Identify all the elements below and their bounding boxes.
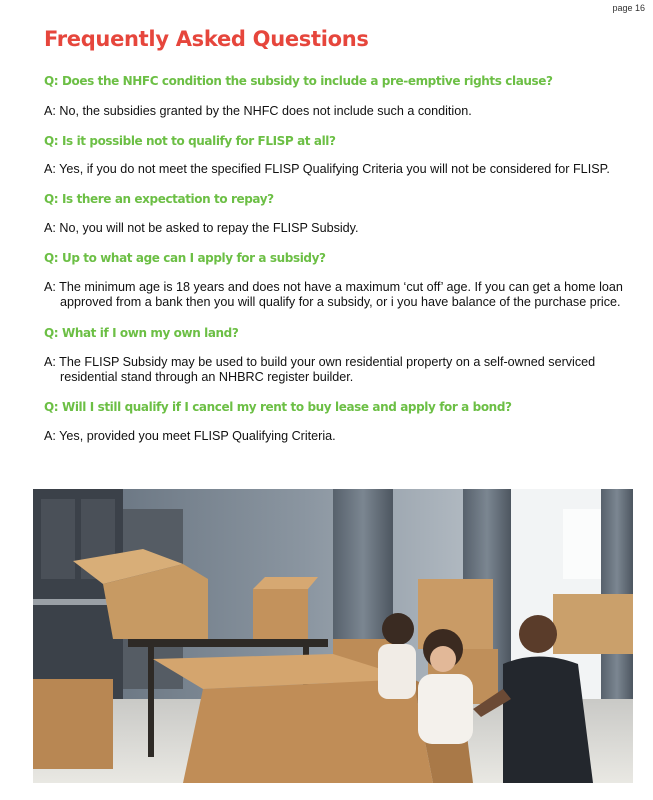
faq-answer: A: No, you will not be asked to repay the FLISP Subsidy.	[44, 221, 359, 235]
faq-question: Q: Does the NHFC condition the subsidy to include a pre-emptive rights clause?	[44, 74, 553, 88]
faq-question: Q: Up to what age can I apply for a subsidy?	[44, 251, 326, 265]
faq-answer: A: Yes, provided you meet FLISP Qualifying Criteria.	[44, 429, 336, 443]
page-title: Frequently Asked Questions	[44, 27, 369, 51]
faq-list	[44, 74, 640, 444]
faq-question: Q: Will I still qualify if I cancel my rent to buy lease and apply for a bond?	[44, 400, 512, 414]
page-number: page 16	[612, 3, 645, 13]
faq-answer: A: Yes, if you do not meet the specified FLISP Qualifying Criteria you will not be considered for FLISP.	[44, 162, 610, 176]
family-moving-photo	[33, 489, 633, 783]
faq-question: Q: Is there an expectation to repay?	[44, 192, 274, 206]
faq-question: Q: Is it possible not to qualify for FLISP at all?	[44, 134, 336, 148]
faq-answer: A: No, the subsidies granted by the NHFC does not include such a condition.	[44, 104, 472, 118]
faq-answer: A: The minimum age is 18 years and does not have a maximum ‘cut off’ age. If you can get a home loan approved from a bank then you will qualify for a subsidy, or i you have balance of the purchase price.	[44, 280, 623, 309]
faq-answer: A: The FLISP Subsidy may be used to build your own residential property on a self-owned serviced residential stand through an NHBRC register builder.	[44, 355, 596, 384]
faq-question: Q: What if I own my own land?	[44, 326, 239, 340]
